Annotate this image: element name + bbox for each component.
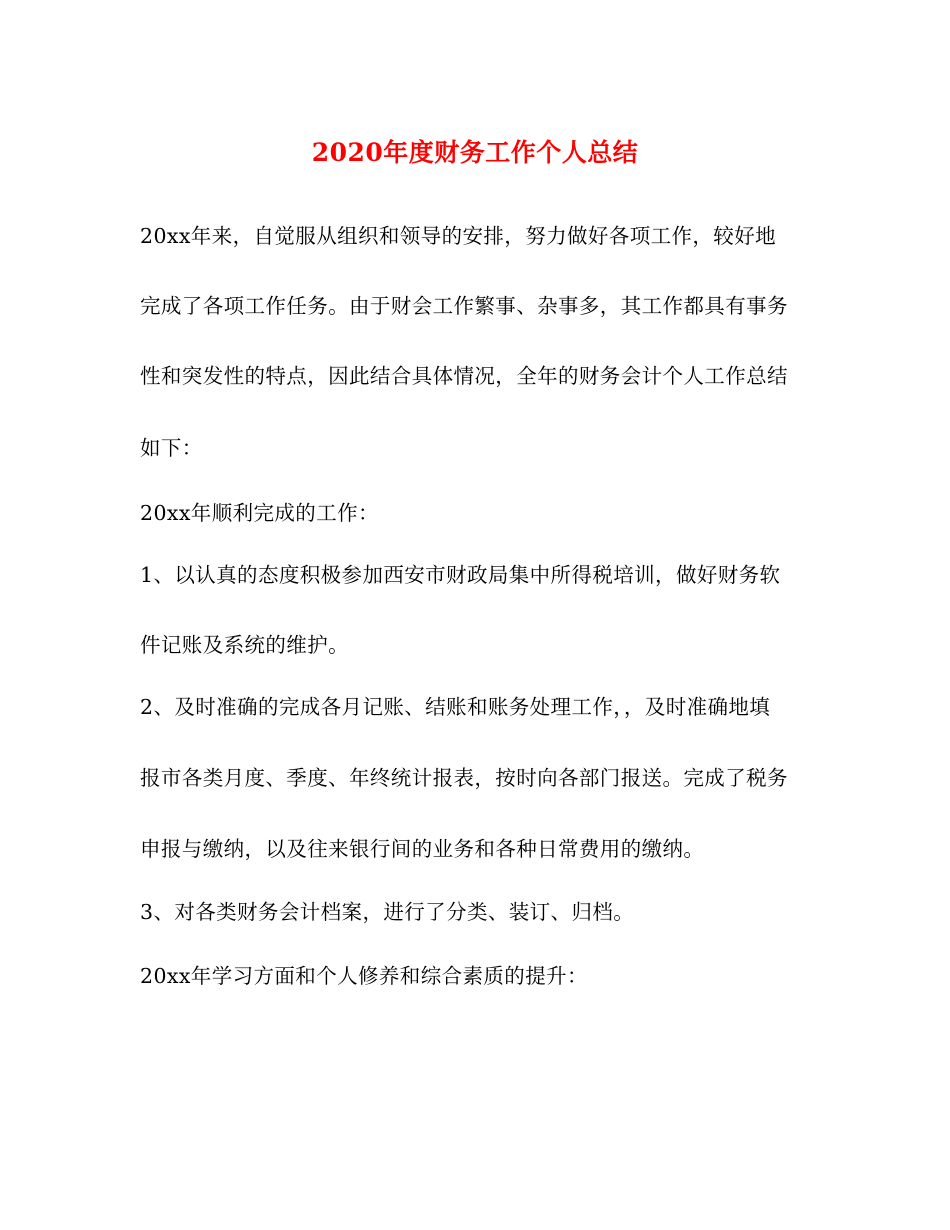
- text-line: 20xx年学习方面和个人修养和综合素质的提升：: [140, 964, 588, 988]
- document-title: 2020年度财务工作个人总结: [311, 138, 639, 167]
- text-line: 性和突发性的特点，因此结合具体情况，全年的财务会计个人工作总结: [140, 364, 788, 388]
- text-line: 3、对各类财务会计档案，进行了分类、装订、归档。: [140, 900, 635, 924]
- text-line: 1、以认真的态度积极参加西安市财政局集中所得税培训，做好财务软: [140, 563, 781, 587]
- text-line: 20xx年顺利完成的工作：: [140, 501, 379, 525]
- text-line: 申报与缴纳，以及往来银行间的业务和各种日常费用的缴纳。: [140, 837, 705, 861]
- text-line: 如下：: [140, 436, 203, 460]
- text-line: 2、及时准确的完成各月记账、结账和账务处理工作，，及时准确地填: [140, 695, 771, 719]
- text-line: 20xx年来，自觉服从组织和领导的安排，努力做好各项工作，较好地: [140, 224, 777, 248]
- text-line: 报市各类月度、季度、年终统计报表，按时向各部门报送。完成了税务: [140, 766, 788, 790]
- text-line: 件记账及系统的维护。: [140, 633, 349, 657]
- text-line: 完成了各项工作任务。由于财会工作繁事、杂事多，其工作都具有事务: [140, 294, 788, 318]
